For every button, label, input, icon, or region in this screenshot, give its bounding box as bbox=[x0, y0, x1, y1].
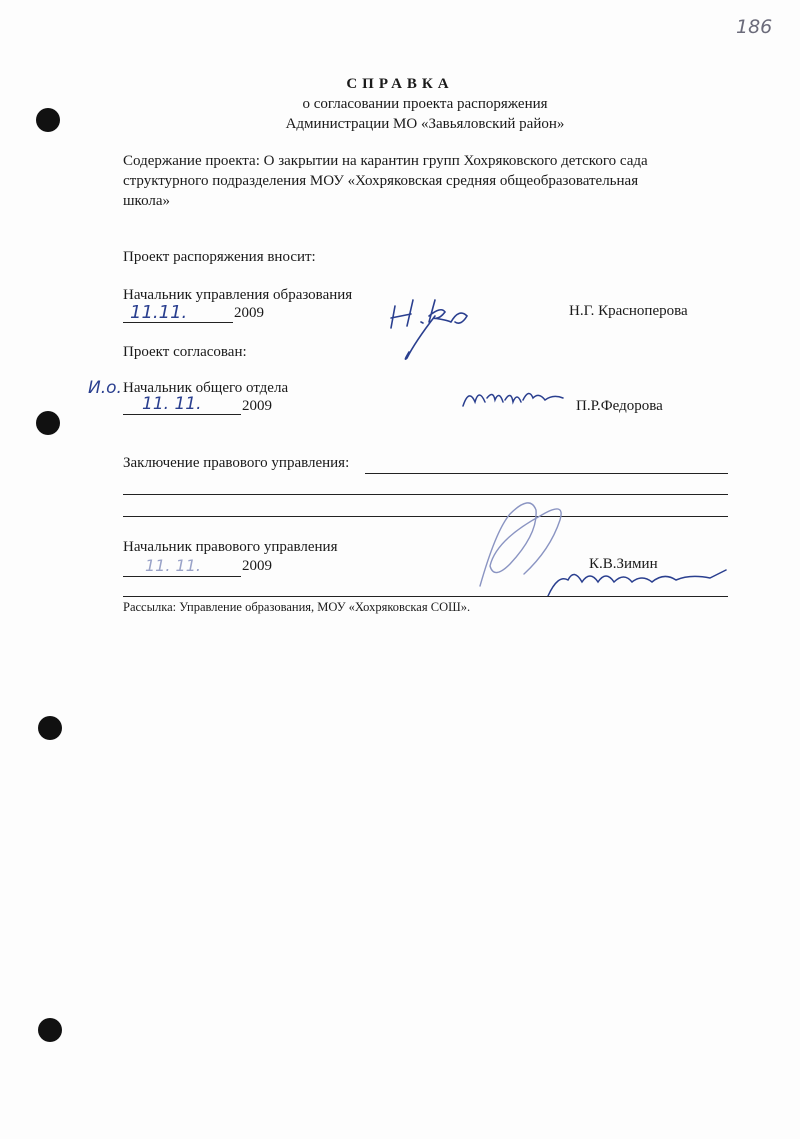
handwritten-date: 11.11. bbox=[130, 302, 188, 323]
acting-prefix: И.о. bbox=[88, 378, 122, 398]
submitted-label: Проект распоряжения вносит: bbox=[123, 249, 316, 265]
approver-position: Начальник общего отдела bbox=[123, 380, 289, 396]
distribution-divider bbox=[123, 596, 728, 597]
date-year: 2009 bbox=[242, 398, 272, 414]
binder-hole bbox=[38, 1018, 62, 1042]
date-year: 2009 bbox=[234, 305, 264, 321]
binder-hole bbox=[36, 411, 60, 435]
signature-zimin bbox=[440, 470, 740, 605]
date-underline bbox=[123, 576, 241, 577]
signature-krasnoperova bbox=[385, 292, 485, 362]
legal-head-name: К.В.Зимин bbox=[589, 556, 658, 572]
handwritten-date: 11. 11. bbox=[142, 394, 202, 414]
distribution-list: Рассылка: Управление образования, МОУ «Хохряковская СОШ». bbox=[123, 600, 471, 614]
submitter-position: Начальник управления образования bbox=[123, 287, 353, 303]
document-subtitle: о согласовании проекта распоряжения bbox=[302, 96, 548, 112]
approved-label: Проект согласован: bbox=[123, 344, 247, 360]
submitter-name: Н.Г. Красноперова bbox=[569, 303, 688, 319]
date-underline bbox=[123, 414, 241, 415]
legal-conclusion-label: Заключение правового управления: bbox=[123, 455, 350, 471]
page-number: 186 bbox=[736, 16, 773, 38]
date-year: 2009 bbox=[242, 558, 272, 574]
document-subtitle: Администрации МО «Завьяловский район» bbox=[285, 116, 565, 132]
content-line: структурного подразделения МОУ «Хохряковская средняя общеобразовательная bbox=[123, 173, 639, 189]
content-line: школа» bbox=[123, 193, 171, 209]
legal-position: Начальник правового управления bbox=[123, 539, 338, 555]
content-line: Содержание проекта: О закрытии на карантин групп Хохряковского детского сада bbox=[123, 153, 648, 169]
binder-hole bbox=[38, 716, 62, 740]
document-title: СПРАВКА bbox=[346, 76, 454, 92]
handwritten-date: 11. 11. bbox=[145, 556, 201, 575]
signature-fedorova bbox=[455, 380, 575, 420]
approver-name: П.Р.Федорова bbox=[576, 398, 663, 414]
